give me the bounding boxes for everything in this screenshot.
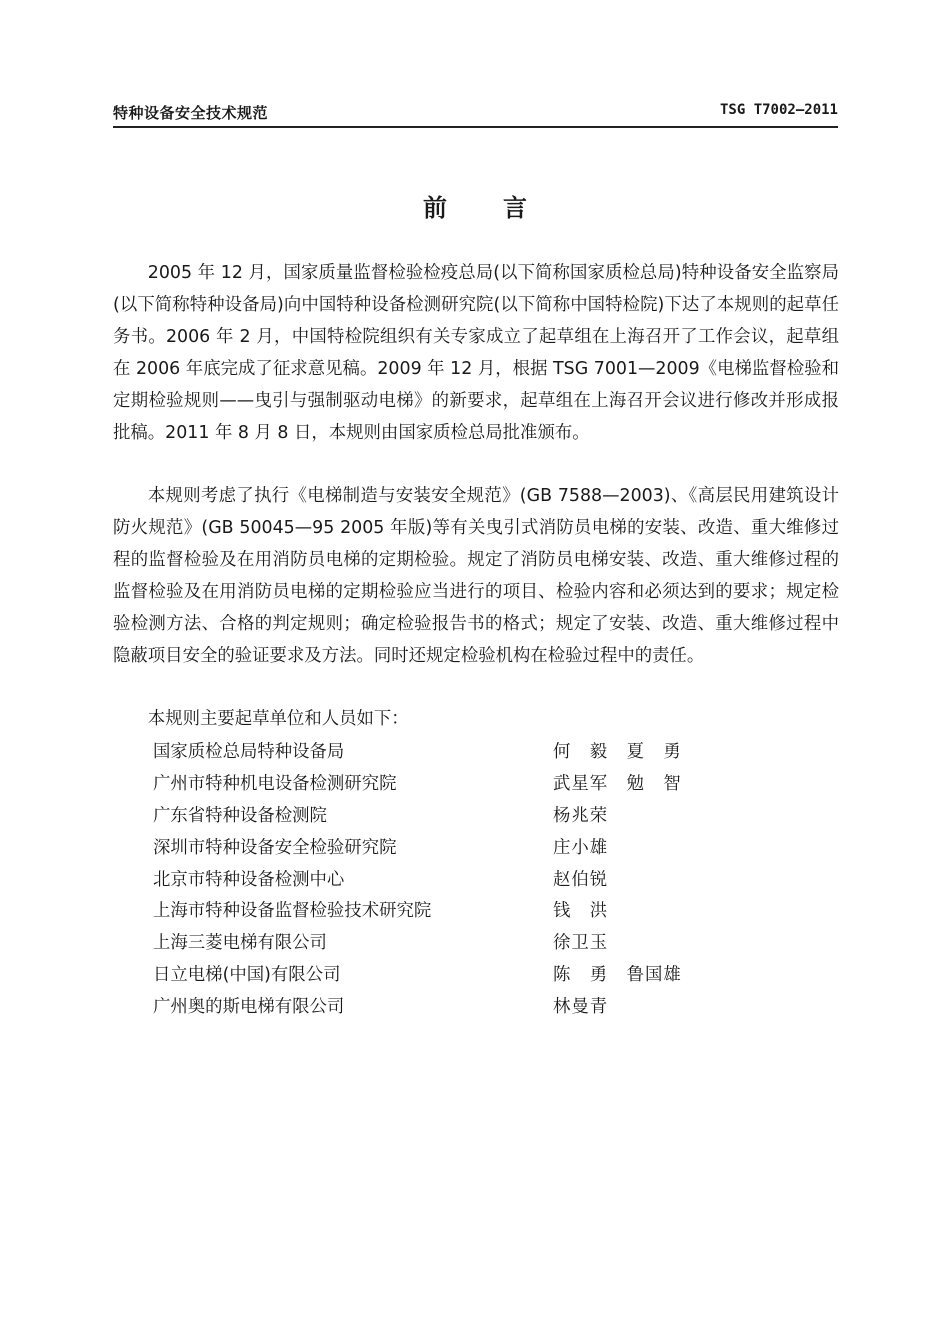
drafter-org: 广州奥的斯电梯有限公司 (153, 997, 345, 1018)
drafter-people: 武星军 勉 智 (553, 773, 682, 794)
drafter-people: 何 毅 夏 勇 (553, 742, 682, 762)
drafter-row (153, 865, 753, 897)
drafter-org: 国家质检总局特种设备局 (153, 742, 345, 762)
drafter-org: 北京市特种设备检测中心 (153, 869, 345, 890)
running-header (113, 98, 838, 128)
drafter-org: 日立电梯(中国)有限公司 (153, 965, 341, 986)
drafter-org: 广州市特种机电设备检测研究院 (153, 773, 397, 794)
drafter-org: 上海市特种设备监督检验技术研究院 (153, 901, 432, 922)
header-standard-number: TSG T7002—2011 (719, 102, 838, 118)
drafter-people: 徐卫玉 (553, 933, 609, 954)
drafter-org: 上海三菱电梯有限公司 (153, 933, 327, 954)
drafter-people: 赵伯锐 (553, 869, 609, 890)
paragraph-history: 2005 年 12 月，国家质量监督检验检疫总局(以下简称国家质检总局)特种设备安全监察局(以下简称特种设备局)向中国特种设备检测研究院(以下简称中国特检院)下达了本规则的起草任务书。2006 年 2 月，中国特检院组织有关专家成立了起草组在上海召开了工作会议，起草组在 2006 年底完成了征求意见稿。2009 年 12 月，根据 TSG 7001—2009《电梯监督检验和定期检验规则——曳引与强制驱动电梯》的新要求，起草组在上海召开会议进行修改并形成报批稿。2011 年 8 月 8 日，本规则由国家质检总局批准颁布。 (113, 263, 839, 443)
drafter-row (153, 960, 753, 992)
drafter-org: 广东省特种设备检测院 (153, 805, 327, 826)
drafter-row (153, 992, 753, 1024)
drafter-row (153, 833, 753, 865)
drafter-people: 杨兆荣 (553, 805, 609, 826)
drafter-row (153, 769, 753, 801)
drafter-people: 庄小雄 (553, 837, 609, 858)
drafter-row (153, 801, 753, 833)
page-title: 前言 (423, 194, 583, 222)
paragraph-scope: 本规则考虑了执行《电梯制造与安装安全规范》(GB 7588—2003)、《高层民用建筑设计防火规范》(GB 50045—95 2005 年版)等有关曳引式消防员电梯的安装、改造、重大维修过程的监督检验及在用消防员电梯的定期检验。规定了消防员电梯安装、改造、重大维修过程的监督检验及在用消防员电梯的定期检验应当进行的项目、检验内容和必须达到的要求；规定检验检测方法、合格的判定规则；确定检验报告书的格式；规定了安装、改造、重大维修过程中隐蔽项目安全的验证要求及方法。同时还规定检验机构在检验过程中的责任。 (113, 486, 839, 666)
drafter-org: 深圳市特种设备安全检验研究院 (153, 837, 397, 858)
drafters-list (153, 737, 753, 1024)
drafter-row (153, 928, 753, 960)
drafter-row (153, 737, 753, 769)
paragraph-drafters-intro: 本规则主要起草单位和人员如下： (147, 709, 409, 729)
header-series-title: 特种设备安全技术规范 (113, 104, 269, 122)
drafter-people: 陈 勇 鲁国雄 (553, 965, 682, 986)
drafter-people: 林曼青 (553, 997, 609, 1018)
drafter-people: 钱 洪 (553, 901, 609, 922)
drafter-row (153, 896, 753, 928)
